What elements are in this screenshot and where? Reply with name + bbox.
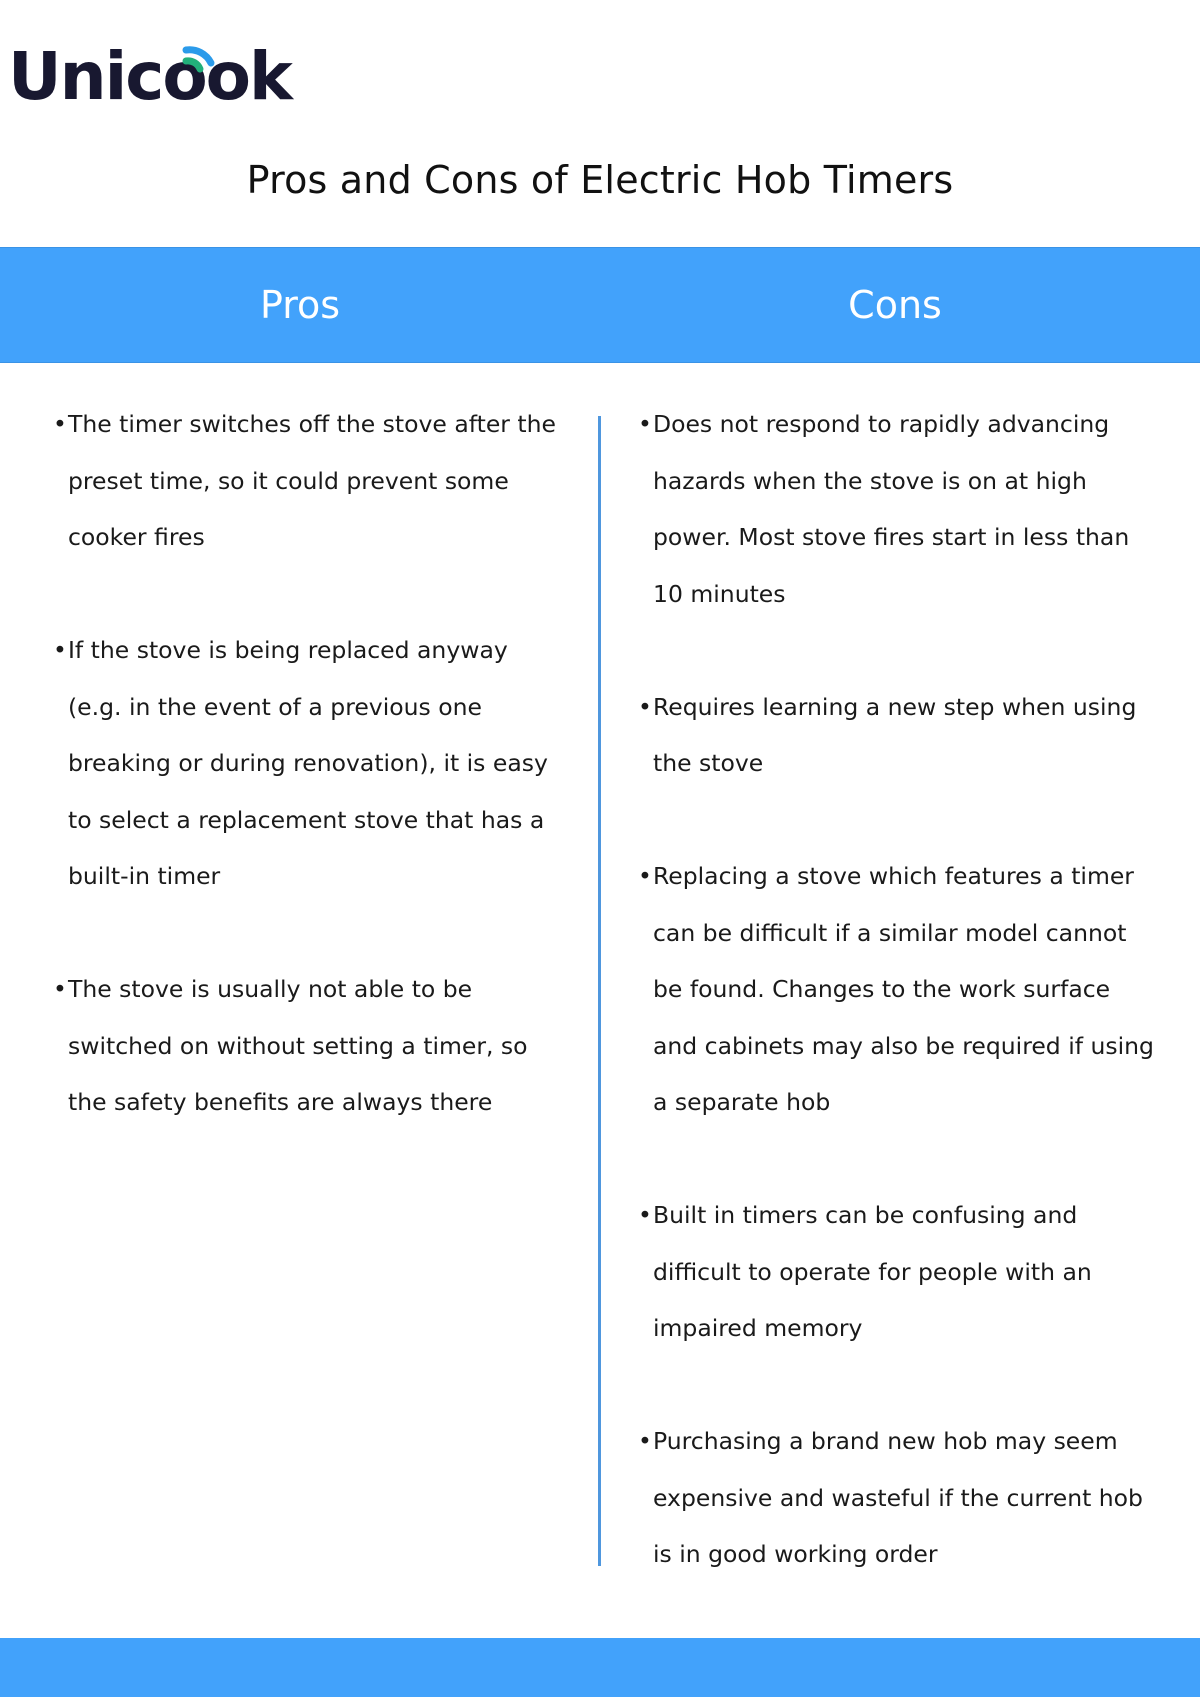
unicook-logo [8,30,308,120]
footer-band [0,1638,1200,1697]
cons-item-text: Replacing a stove which features a timer can be difficult if a similar model cannot be found. Changes to the work surface and cabinets may also be required if using a separate hob [653,862,1154,1116]
pros-list [50,396,560,1187]
cons-list [635,396,1155,1639]
pros-list-item [50,396,560,566]
page-title: Pros and Cons of Electric Hob Timers [246,158,954,202]
column-divider [598,416,601,1566]
bullet-icon: • [53,410,67,438]
pros-heading: Pros [259,283,341,327]
cons-list-item [635,1413,1155,1583]
pros-item-text: The timer switches off the stove after the preset time, so it could prevent some cooker fires [68,410,556,551]
pros-item-text: The stove is usually not able to be switched on without setting a timer, so the safety benefits are always there [68,975,528,1116]
cons-list-item [635,396,1155,622]
bullet-icon: • [638,862,652,890]
bullet-icon: • [53,636,67,664]
bullet-icon: • [638,410,652,438]
pros-list-item [50,961,560,1131]
cons-item-text: Built in timers can be confusing and difficult to operate for people with an impaired memory [653,1201,1092,1342]
cons-item-text: Does not respond to rapidly advancing hazards when the stove is on at high power. Most stove fires start in less than 10 minutes [653,410,1130,608]
bullet-icon: • [638,692,652,721]
bullet-icon: • [53,975,67,1003]
cons-list-item [635,1187,1155,1357]
cons-item-text: Purchasing a brand new hob may seem expensive and wasteful if the current hob is in good working order [653,1427,1143,1568]
logo-wordmark: Unicook [8,38,291,115]
bullet-icon: • [638,1201,652,1229]
pros-list-item [50,622,560,905]
cons-list-item [635,848,1155,1131]
cons-heading: Cons [848,283,942,327]
cons-item-text: Requires learning a new step when using the stove [653,692,1137,777]
bullet-icon: • [638,1427,652,1455]
cons-list-item [635,679,1155,792]
table-header-band [0,247,1200,363]
pros-item-text: If the stove is being replaced anyway (e.g. in the event of a previous one breaking or during renovation), it is easy to select a replacement stove that has a built-in timer [68,636,548,890]
